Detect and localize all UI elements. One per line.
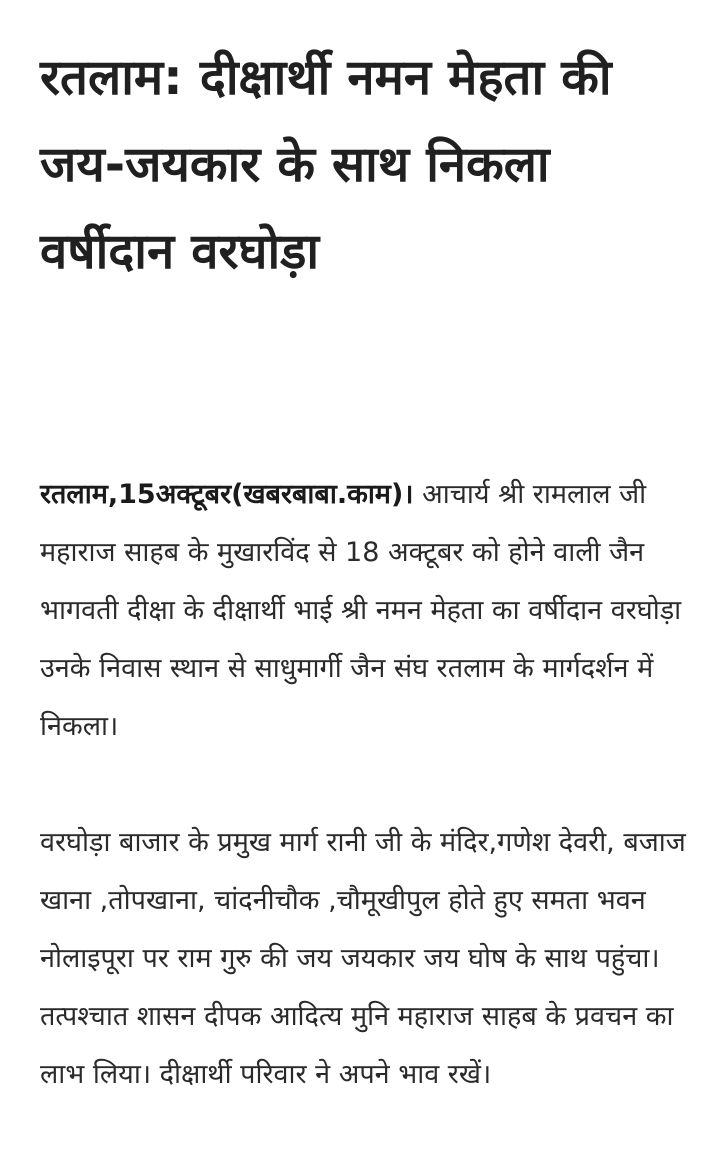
paragraph-1-text: आचार्य श्री रामलाल जी महाराज साहब के मुखारविंद से 18 अक्टूबर को होने वाली जैन भागवती दीक्षा के दीक्षार्थी भाई श्री नमन मेहता का वर्षीदान वरघोड़ा उनके निवास स्थान से साधुमार्गी जैन संघ रतलाम के मार्गदर्शन में निकला। [40, 479, 682, 742]
article-paragraph-1 [40, 466, 690, 756]
dateline: रतलाम,15अक्टूबर(खबरबाबा.काम)। [40, 479, 414, 510]
article-headline: रतलाम: दीक्षार्थी नमन मेहता की जय-जयकार के साथ निकला वर्षीदान वरघोड़ा [40, 49, 612, 280]
article-body [40, 466, 690, 1104]
article-paragraph-2: वरघोड़ा बाजार के प्रमुख मार्ग रानी जी के मंदिर,गणेश देवरी, बजाज खाना ,तोपखाना, चांदनीचौक ,चौमूखीपुल होते हुए समता भवन नोलाइपूरा पर राम गुरु की जय जयकार जय घोष के साथ पहुंचा। तत्पश्चात शासन दीपक आदित्य मुनि महाराज साहब के प्रवचन का लाभ लिया। दीक्षार्थी परिवार ने अपने भाव रखें। [40, 827, 686, 1090]
